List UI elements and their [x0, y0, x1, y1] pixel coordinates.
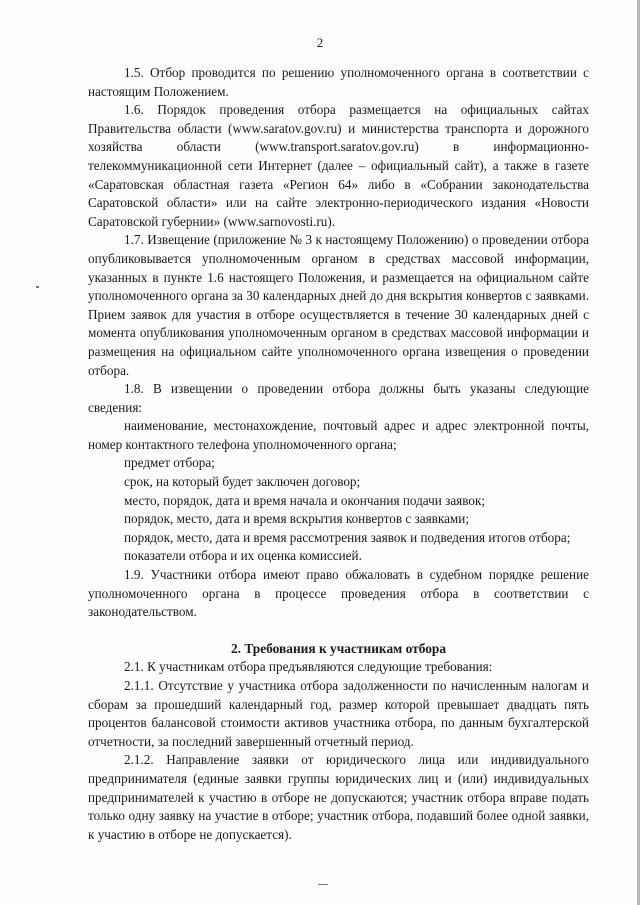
paragraph-2-1-1: 2.1.1. Отсутствие у участника отбора задолженности по начисленным налогам и сборам за прошедший календарный год, размер которой превышает двадцать пять процентов балансовой стоимости активов участника отбора, по данным бухгалтерской отчетности, за последний завершенный отчетный период.	[88, 678, 589, 749]
list-item: срок, на который будет заключен договор;	[124, 474, 361, 490]
paragraph-1-8: 1.8. В извещении о проведении отбора должны быть указаны следующие сведения:	[88, 381, 589, 415]
paragraph-1-7: 1.7. Извещение (приложение № 3 к настоящему Положению) о проведении отбора опубликовывается уполномоченным органом в средствах массовой информации, указанных в пункте 1.6 настоящего Положения, и размещается на официальном сайте уполномоченного органа за 30 календарных дней до дня вскрытия конвертов с заявками. Прием заявок для участия в отборе осуществляется в течение 30 календарных дней с момента опубликования уполномоченным органом в средствах массовой информации и размещения на официальном сайте уполномоченного органа извещения о проведении отбора.	[88, 232, 589, 378]
paragraph-1-6: 1.6. Порядок проведения отбора размещается на официальных сайтах Правительства области (www.saratov.gov.ru) и министерства транспорта и дорожного хозяйства области (www.transport.saratov.gov.ru) в информационно-телекоммуникационной сети Интернет (далее – официальный сайт), а также в газете «Саратовская областная газета «Регион 64» либо в «Собрании законодательства Саратовской области» или на сайте электронно-периодического издания «Новости Саратовской губернии» (www.sarnovosti.ru).	[88, 102, 589, 229]
page-number: 2	[316, 35, 324, 50]
paragraph-1-5: 1.5. Отбор проводится по решению уполномоченного органа в соответствии с настоящим Положением.	[88, 65, 589, 99]
section-heading: 2. Требования к участникам отбора	[230, 640, 447, 656]
scan-speck	[36, 286, 39, 288]
list-item: место, порядок, дата и время начала и окончания подачи заявок;	[124, 492, 486, 508]
list-item: предмет отбора;	[124, 455, 215, 471]
list-item: порядок, место, дата и время рассмотрения заявок и подведения итогов отбора;	[124, 529, 571, 545]
paragraph-1-9: 1.9. Участники отбора имеют право обжаловать в судебном порядке решение уполномоченного органа в процессе проведения отбора в соответствии с законодательством.	[88, 567, 589, 620]
scan-speck-bottom	[318, 884, 328, 885]
paragraph-2-1-2: 2.1.2. Направление заявки от юридического лица или индивидуального предпринимателя (единые заявки группы юридических лиц и (или) индивидуальных предпринимателей к участию в отборе не допускаются; участник отбора вправе подать только одну заявку на участие в отборе; участник отбора, подавший более одной заявки, к участию в отборе не допускается).	[88, 752, 589, 842]
section-gap	[88, 622, 589, 640]
paragraph-2-1: 2.1. К участникам отбора предъявляются следующие требования:	[124, 659, 493, 675]
list-item: показатели отбора и их оценка комиссией.	[124, 548, 362, 564]
list-item: порядок, место, дата и время вскрытия конвертов с заявками;	[124, 511, 469, 527]
document-body	[88, 64, 589, 844]
list-item: наименование, местонахождение, почтовый адрес и адрес электронной почты, номер контактного телефона уполномоченного органа;	[88, 418, 589, 452]
